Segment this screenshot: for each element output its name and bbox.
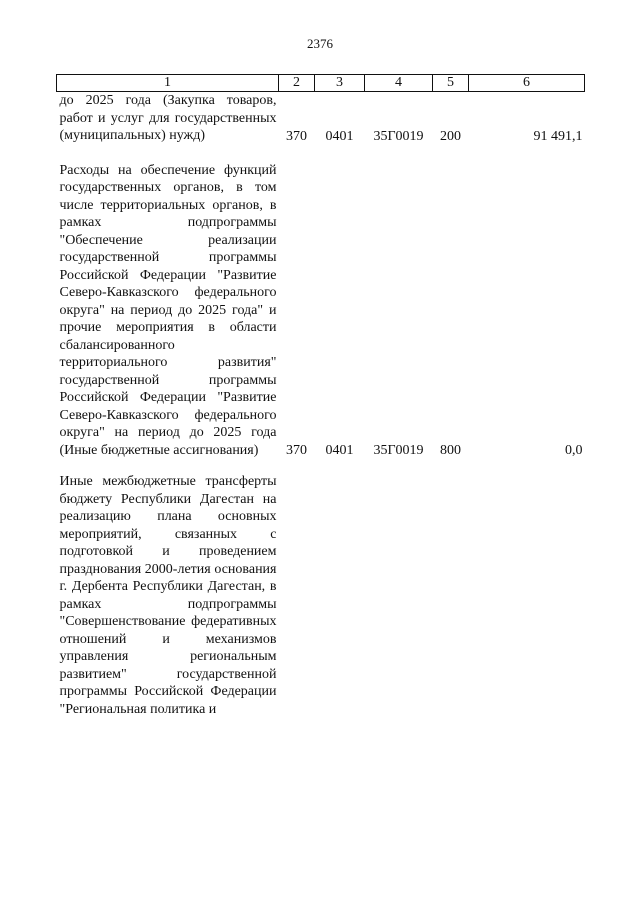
- header-col-6: 6: [469, 75, 585, 92]
- header-row: [57, 75, 585, 92]
- row-description: Расходы на обеспечение функций государственных органов, в том числе территориальных органов, в рамках подпрограммы "Обеспечение реализации государственной программы Российской Федерации "Развитие Северо-Кавказского федерального округа" на период до 2025 года" и прочие мероприятия в области сбалансированного территориального развития" государственной программы Российской Федерации "Развитие Северо-Кавказского федерального округа" на период до 2025 года (Иные бюджетные ассигнования): [59, 162, 277, 458]
- row-section-code: 0401: [325, 129, 354, 144]
- empty-cell: [315, 459, 365, 718]
- row-target-code: 35Г0019: [373, 442, 424, 458]
- row-description: до 2025 года (Закупка товаров, работ и услуг для государственных (муниципальных) нужд): [59, 93, 277, 143]
- header-col-2: 2: [279, 75, 315, 92]
- table-row: [57, 146, 585, 460]
- empty-cell: [279, 459, 315, 718]
- page-number: 2376: [307, 36, 333, 51]
- empty-cell: [469, 459, 585, 718]
- header-col-5: 5: [433, 75, 469, 92]
- row-expense-type: 800: [440, 442, 461, 458]
- row-description: Иные межбюджетные трансферты бюджету Республики Дагестан на реализацию плана основных мероприятий, связанных с подготовкой и проведением празднования 2000-летия основания г. Дербента Республики Дагестан, в рамках подпрограммы "Совершенствование федеративных отношений и механизмов управления региональным развитием" государственной программы Российской Федерации "Региональная политика и: [59, 474, 277, 717]
- header-col-1: 1: [57, 75, 279, 92]
- row-ministry-code: 370: [286, 442, 307, 458]
- budget-table: [56, 74, 585, 718]
- table-header: [57, 75, 585, 92]
- row-target-code: 35Г0019: [373, 129, 424, 144]
- row-section-code: 0401: [325, 442, 354, 458]
- empty-cell: [433, 459, 469, 718]
- empty-cell: [365, 459, 433, 718]
- header-col-3: 3: [315, 75, 365, 92]
- row-expense-type: 200: [440, 129, 461, 144]
- row-amount: 0,0: [565, 442, 583, 458]
- row-ministry-code: 370: [286, 129, 307, 144]
- table-row: [57, 459, 585, 718]
- header-col-4: 4: [365, 75, 433, 92]
- row-amount: 91 491,1: [533, 129, 583, 144]
- table-row: [57, 92, 585, 146]
